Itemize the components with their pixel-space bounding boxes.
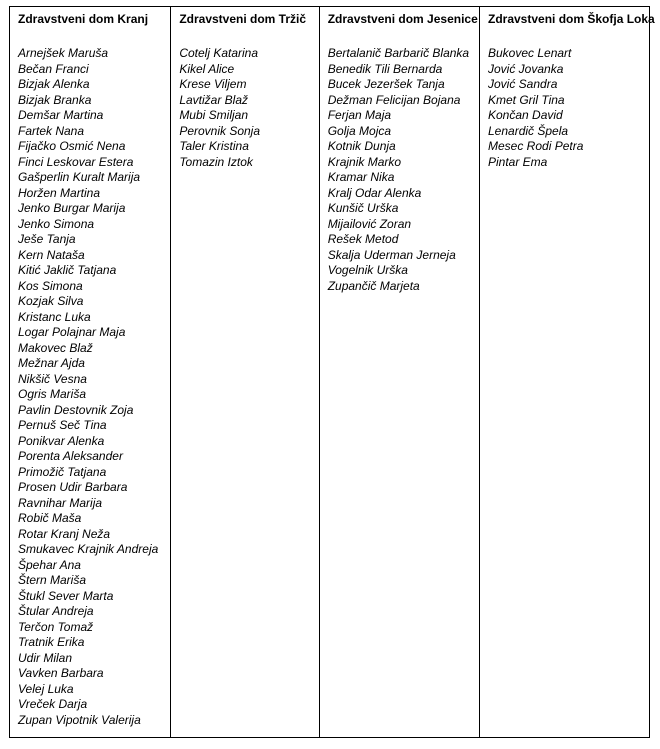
list-item: Kikel Alice bbox=[179, 61, 235, 76]
list-item: Nikšič Vesna bbox=[18, 371, 87, 386]
list-item: Mežnar Ajda bbox=[18, 356, 85, 370]
column-header: Zdravstveni dom Tržič bbox=[179, 12, 307, 26]
list-item: Končan David bbox=[488, 108, 563, 122]
list-item: Skalja Uderman Jerneja bbox=[327, 247, 456, 262]
doctors-table bbox=[9, 6, 655, 738]
list-item: Špehar Ana bbox=[18, 557, 81, 572]
list-item: Porenta Aleksander bbox=[18, 449, 123, 463]
list-item: Smukavec Krajnik Andreja bbox=[18, 542, 159, 556]
list-item: Jenko Burgar Marija bbox=[18, 201, 126, 215]
list-item: Kos Simona bbox=[18, 278, 83, 293]
list-item: Štukl Sever Marta bbox=[18, 588, 114, 603]
name-list bbox=[179, 46, 318, 170]
list-item: Krajnik Marko bbox=[327, 154, 402, 169]
list-item: Jenko Simona bbox=[18, 216, 95, 231]
list-item: Prosen Udir Barbara bbox=[18, 480, 128, 494]
column-header: Zdravstveni dom Kranj bbox=[18, 12, 149, 26]
list-item: Zupan Vipotnik Valerija bbox=[18, 712, 141, 727]
list-item: Velej Luka bbox=[18, 681, 74, 696]
list-item: Kozjak Silva bbox=[18, 294, 84, 308]
list-item: Makovec Blaž bbox=[18, 340, 93, 355]
list-item: Štular Andreja bbox=[18, 604, 94, 618]
list-item: Mubi Smiljan bbox=[179, 108, 249, 122]
list-item: Kern Nataša bbox=[18, 247, 85, 262]
list-item: Dežman Felicijan Bojana bbox=[327, 92, 461, 107]
list-item: Golja Mojca bbox=[327, 123, 392, 138]
list-item: Kristanc Luka bbox=[18, 309, 91, 324]
list-item: Bertalanič Barbarič Blanka bbox=[327, 46, 470, 60]
list-item: Horžen Martina bbox=[18, 185, 101, 200]
list-item: Taler Kristina bbox=[179, 139, 249, 153]
list-item: Kramar Nika bbox=[327, 170, 395, 184]
list-item: Arnejšek Maruša bbox=[18, 46, 109, 60]
list-item: Tomazin Iztok bbox=[179, 154, 253, 169]
list-item: Jović Jovanka bbox=[488, 61, 564, 76]
list-item: Bizjak Branka bbox=[18, 92, 92, 107]
list-item: Vogelnik Urška bbox=[327, 263, 408, 277]
list-item: Perovnik Sonja bbox=[179, 123, 261, 138]
list-item: Gašperlin Kuralt Marija bbox=[18, 170, 141, 184]
list-item: Kunšič Urška bbox=[327, 201, 399, 215]
list-item: Mesec Rodi Petra bbox=[488, 139, 584, 153]
list-item: Udir Milan bbox=[18, 650, 73, 665]
list-item: Vreček Darja bbox=[18, 697, 88, 711]
list-item: Fartek Nana bbox=[18, 123, 85, 138]
list-item: Ogris Mariša bbox=[18, 387, 87, 401]
name-list bbox=[488, 46, 649, 170]
list-item: Bizjak Alenka bbox=[18, 77, 90, 91]
list-item: Finci Leskovar Estera bbox=[18, 154, 134, 169]
list-item: Bucek Jezeršek Tanja bbox=[327, 77, 445, 91]
list-item: Pernuš Seč Tina bbox=[18, 418, 107, 432]
list-item: Štern Mariša bbox=[18, 573, 87, 587]
list-item: Fijačko Osmić Nena bbox=[18, 139, 126, 153]
column-trzic bbox=[170, 7, 318, 737]
list-item: Ferjan Maja bbox=[327, 108, 392, 122]
list-item: Benedik Tili Bernarda bbox=[327, 61, 443, 76]
list-item: Kotnik Dunja bbox=[327, 139, 396, 153]
list-item: Pintar Ema bbox=[488, 154, 548, 169]
list-item: Kralj Odar Alenka bbox=[327, 185, 422, 200]
list-item: Robič Maša bbox=[18, 511, 82, 525]
list-item: Ponikvar Alenka bbox=[18, 433, 105, 448]
list-item: Vavken Barbara bbox=[18, 666, 104, 680]
list-item: Pavlin Destovnik Zoja bbox=[18, 402, 134, 417]
name-list bbox=[18, 46, 170, 728]
list-item: Lenardič Špela bbox=[488, 123, 569, 138]
list-item: Tratnik Erika bbox=[18, 635, 85, 649]
list-item: Demšar Martina bbox=[18, 108, 104, 122]
list-item: Kitić Jaklič Tatjana bbox=[18, 263, 117, 277]
list-item: Logar Polajnar Maja bbox=[18, 325, 126, 339]
list-item: Ravnihar Marija bbox=[18, 495, 103, 510]
list-item: Bečan Franci bbox=[18, 61, 89, 76]
list-item: Kmet Gril Tina bbox=[488, 92, 565, 107]
list-item: Lavtižar Blaž bbox=[179, 92, 249, 107]
list-item: Mijailović Zoran bbox=[327, 216, 412, 231]
list-item: Primožič Tatjana bbox=[18, 464, 107, 479]
list-item: Terčon Tomaž bbox=[18, 619, 94, 634]
list-item: Krese Viljem bbox=[179, 77, 247, 91]
list-item: Zupančič Marjeta bbox=[327, 278, 420, 293]
column-kranj bbox=[10, 7, 170, 737]
list-item: Cotelj Katarina bbox=[179, 46, 259, 60]
list-item: Bukovec Lenart bbox=[488, 46, 572, 60]
column-header: Zdravstveni dom Škofja Loka bbox=[488, 12, 655, 26]
list-item: Rotar Kranj Neža bbox=[18, 526, 111, 541]
list-item: Ješe Tanja bbox=[18, 232, 76, 246]
list-item: Rešek Metod bbox=[327, 232, 399, 246]
list-item: Jović Sandra bbox=[488, 77, 558, 91]
column-header: Zdravstveni dom Jesenice bbox=[327, 12, 478, 26]
name-list bbox=[328, 46, 479, 294]
column-jesenice bbox=[319, 7, 479, 737]
column-skofja-loka bbox=[479, 7, 655, 737]
